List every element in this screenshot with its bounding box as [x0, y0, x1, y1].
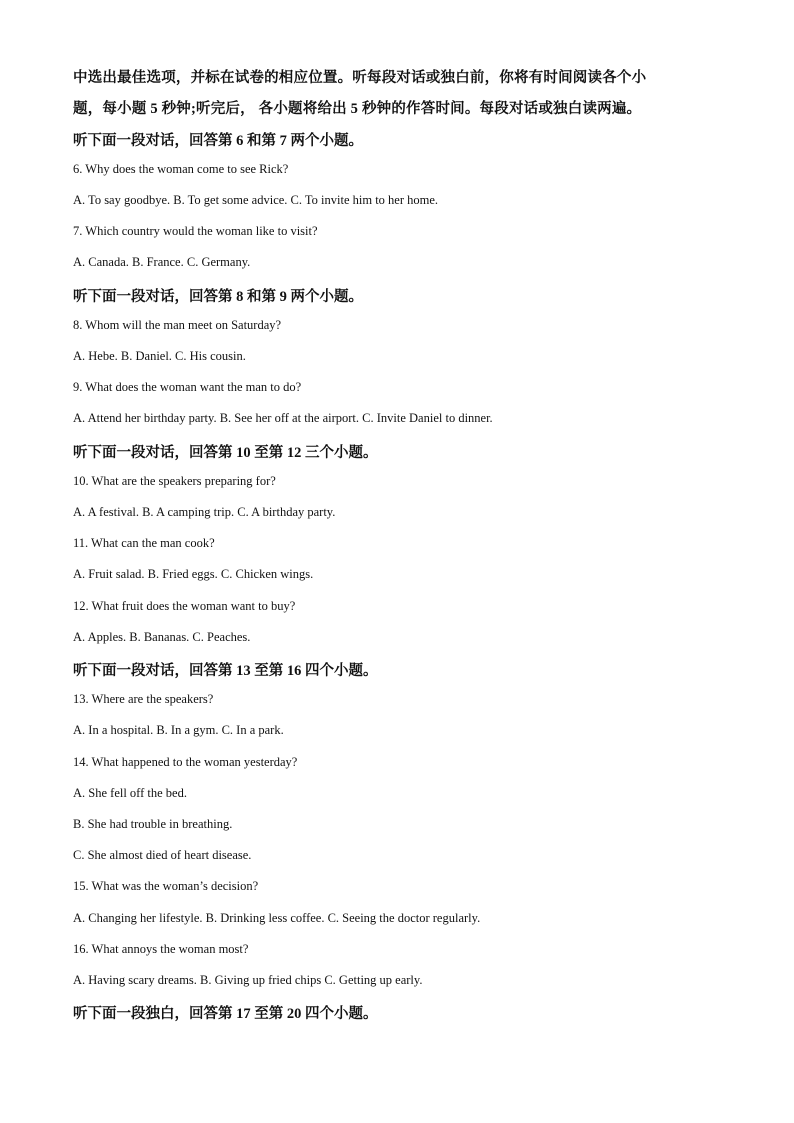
question: 16. What annoys the woman most? [73, 942, 249, 956]
answer-option: B. She had trouble in breathing. [73, 817, 233, 831]
question: 11. What can the man cook? [73, 536, 215, 550]
answer-option: C. She almost died of heart disease. [73, 848, 252, 862]
answer-options: A. Attend her birthday party. B. See her off at the airport. C. Invite Daniel to dinner. [73, 411, 493, 425]
question: 7. Which country would the woman like to visit? [73, 224, 318, 238]
section-heading: 听下面一段对话，回答第 8 和第 9 两个小题。 [73, 289, 363, 305]
question: 9. What does the woman want the man to do? [73, 380, 302, 394]
answer-options: A. In a hospital. B. In a gym. C. In a park. [73, 723, 284, 737]
section-heading: 听下面一段对话，回答第 10 至第 12 三个小题。 [73, 445, 378, 461]
question: 13. Where are the speakers? [73, 692, 214, 706]
answer-options: A. Hebe. B. Daniel. C. His cousin. [73, 349, 246, 363]
answer-option: A. She fell off the bed. [73, 786, 187, 800]
intro-line-1: 中选出最佳选项，并标在试卷的相应位置。听每段对话或独白前，你将有时间阅读各个小 [73, 70, 647, 86]
section-heading: 听下面一段独白，回答第 17 至第 20 四个小题。 [73, 1006, 378, 1022]
question: 10. What are the speakers preparing for? [73, 474, 276, 488]
question: 6. Why does the woman come to see Rick? [73, 162, 289, 176]
answer-options: A. Canada. B. France. C. Germany. [73, 255, 251, 269]
section-heading: 听下面一段对话，回答第 13 至第 16 四个小题。 [73, 663, 378, 679]
answer-options: A. Fruit salad. B. Fried eggs. C. Chicken wings. [73, 567, 314, 581]
answer-options: A. Changing her lifestyle. B. Drinking less coffee. C. Seeing the doctor regularly. [73, 911, 481, 925]
question: 12. What fruit does the woman want to buy? [73, 599, 296, 613]
intro-line-2: 题，每小题 5 秒钟;听完后， 各小题将给出 5 秒钟的作答时间。每段对话或独白读两遍。 [73, 101, 642, 117]
question: 8. Whom will the man meet on Saturday? [73, 318, 282, 332]
section-heading: 听下面一段对话，回答第 6 和第 7 两个小题。 [73, 133, 363, 149]
answer-options: A. To say goodbye. B. To get some advice. C. To invite him to her home. [73, 193, 439, 207]
answer-options: A. Having scary dreams. B. Giving up fried chips C. Getting up early. [73, 973, 423, 987]
answer-options: A. Apples. B. Bananas. C. Peaches. [73, 630, 251, 644]
answer-options: A. A festival. B. A camping trip. C. A birthday party. [73, 505, 336, 519]
question: 14. What happened to the woman yesterday? [73, 755, 298, 769]
question: 15. What was the woman’s decision? [73, 879, 259, 893]
